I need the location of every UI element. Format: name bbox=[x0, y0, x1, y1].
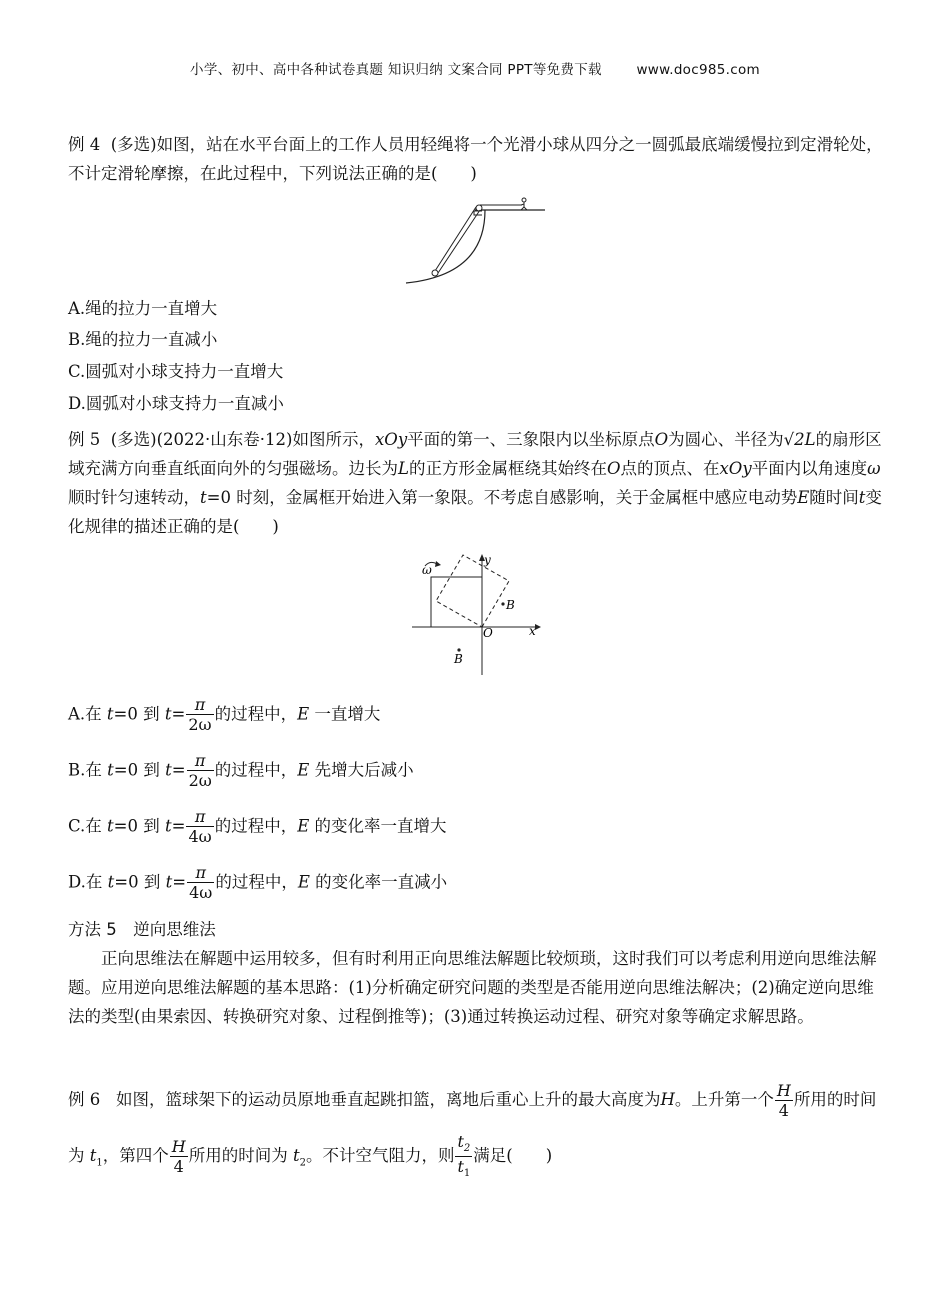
ex5-text-11: 变化规律的描述正确的是( ) bbox=[68, 488, 882, 536]
header-text: 小学、初中、高中各种试卷真题 知识归纳 文案合同 PPT等免费下载 bbox=[190, 62, 602, 78]
b-label-2: B bbox=[454, 652, 463, 666]
b-dot-1 bbox=[501, 602, 504, 605]
ex5-option-d: D.在 t=0 到 t= $\frac{\pi}{4\omega}$ 的过程中，E 的变化率一直减小 bbox=[68, 863, 448, 902]
y-label: y bbox=[484, 553, 491, 567]
ex5-l: L bbox=[398, 459, 409, 478]
x-label: x bbox=[529, 624, 536, 638]
ex5-xoy: xOy bbox=[374, 430, 408, 449]
ex5-tag: (多选) bbox=[110, 430, 157, 449]
ex5-option-a: A.在 t=0 到 t= $\frac{\pi}{2\omega}$ 的过程中，E 一直增大 bbox=[68, 695, 381, 734]
ex5-option-c: C.在 t=0 到 t= $\frac{\pi}{4\omega}$ 的过程中，E 的变化率一直增大 bbox=[68, 807, 447, 846]
ex4-option-a: A.绳的拉力一直增大 bbox=[68, 299, 218, 318]
pulley-icon bbox=[476, 205, 482, 211]
page-header bbox=[0, 58, 950, 78]
ex5-text-4: 的扇形区域充满方向垂直纸面向外的匀强磁场。边长为 bbox=[68, 430, 882, 478]
ex5-omega: ω bbox=[867, 459, 881, 478]
ex5-option-b: B.在 t=0 到 t= $\frac{\pi}{2\omega}$ 的过程中，E 先增大后减小 bbox=[68, 751, 414, 790]
ex4-option-c: C.圆弧对小球支持力一直增大 bbox=[68, 362, 284, 381]
rotation-arrow-icon bbox=[435, 561, 441, 567]
ex5-text-7: 平面内以角速度 bbox=[751, 459, 868, 478]
ex4-text: 如图，站在水平台面上的工作人员用轻绳将一个光滑小球从四分之一圆弧最底端缓慢拉到定滑轮处，不计定滑轮摩擦，在此过程中，下列说法正确的是( ) bbox=[68, 135, 883, 183]
header-site-link[interactable]: www.doc985.com bbox=[636, 62, 760, 78]
ex5-radius: √2L bbox=[783, 430, 816, 449]
ex5-label: 例 5 bbox=[68, 430, 101, 449]
ex5-text-6: 点的顶点、在 bbox=[620, 459, 720, 478]
ex5-text-1: 如图所示， bbox=[292, 430, 375, 449]
b-label-1: B bbox=[506, 598, 515, 612]
ex5-source: (2022·山东卷·12) bbox=[156, 430, 293, 449]
ex5-text-10: 随时间 bbox=[809, 488, 859, 507]
ex5-text-5: 的正方形金属框绕其始终在 bbox=[408, 459, 607, 478]
ex5-t: t bbox=[200, 488, 207, 507]
ex5-xoy-2: xOy bbox=[719, 459, 752, 478]
rope-line-1 bbox=[435, 207, 476, 271]
ex4-option-d: D.圆弧对小球支持力一直减小 bbox=[68, 394, 284, 413]
ex5-o-2: O bbox=[606, 459, 621, 478]
ex6-stem: 例 6 如图，篮球架下的运动员原地垂直起跳扣篮，离地后重心上升的最大高度为H。上升第一个 $\frac{H}{4}$ 所用的时间为 $t_1$，第四个 $\frac{H}{4}$ 所用的时间为 $t_2$。不计空气阻力，则 $\frac{t_2}{t_1}$ 满足( ) bbox=[68, 1080, 877, 1179]
rotated-square-dashed bbox=[436, 555, 509, 627]
method5-body: 正向思维法在解题中运用较多，但有时利用正向思维法解题比较烦琐，这时我们可以考虑利用逆向思维法解题。应用逆向思维法解题的基本思路：(1)分析确定研究问题的类型是否能用逆向思维法解决；(2)确定逆向思维法的类型(由果索因、转换研究对象、过程倒推等)；(3)通过转换运动过程、研究对象等确定求解思路。 bbox=[68, 949, 877, 1026]
ex5-stem bbox=[68, 425, 883, 541]
ex4-tag: (多选) bbox=[110, 135, 157, 154]
ex4-stem bbox=[68, 130, 883, 188]
origin-label: O bbox=[483, 626, 493, 640]
ex5-o: O bbox=[654, 430, 669, 449]
ex5-t-2: t bbox=[858, 488, 866, 507]
rope-line-2 bbox=[438, 210, 480, 273]
x-axis-arrow-icon bbox=[535, 624, 541, 630]
ex4-figure bbox=[400, 195, 550, 290]
ball-icon bbox=[432, 270, 438, 276]
ex4-label: 例 4 bbox=[68, 135, 101, 154]
method5-title: 方法 5 逆向思维法 bbox=[68, 920, 216, 939]
ex5-text-9: =0 时刻，金属框开始进入第一象限。不考虑自感影响，关于金属框中感应电动势 bbox=[206, 488, 798, 507]
omega-label: ω bbox=[422, 563, 432, 577]
ex5-e: E bbox=[797, 488, 810, 507]
ex5-figure bbox=[410, 552, 550, 680]
ex5-text-2: 平面的第一、三象限内以坐标原点 bbox=[407, 430, 655, 449]
ex4-option-b: B.绳的拉力一直减小 bbox=[68, 330, 218, 349]
ex5-text-3: 为圆心、半径为 bbox=[668, 430, 784, 449]
ex5-text-8: 顺时针匀速转动， bbox=[68, 488, 200, 507]
worker-icon bbox=[521, 198, 527, 210]
